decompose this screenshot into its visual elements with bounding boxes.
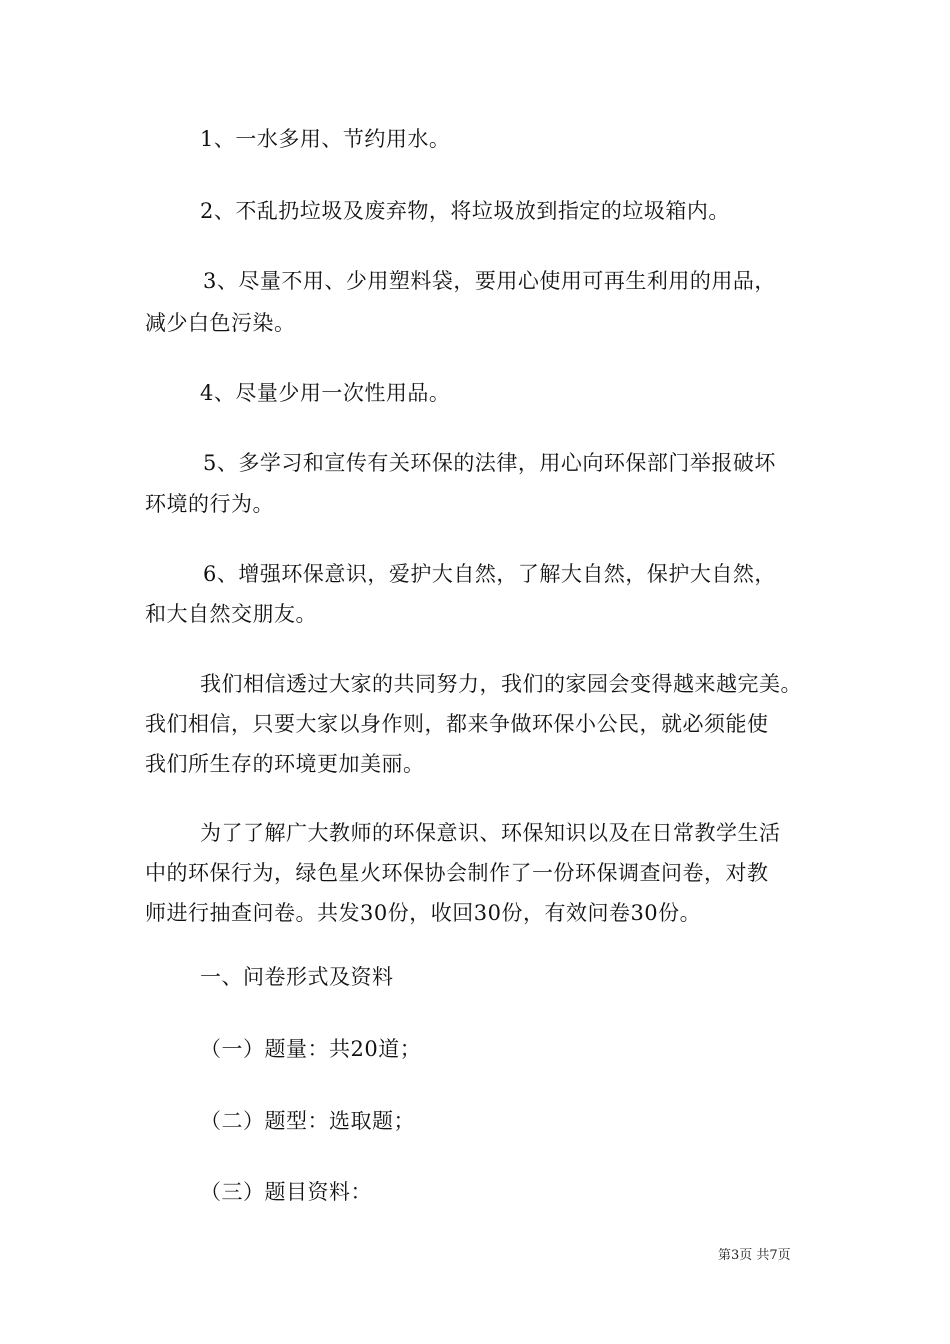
subsection-3: （三）题目资料：	[200, 1180, 372, 1204]
paragraph-2-line-3: 师进行抽查问卷。共发30份，收回30份，有效问卷30份。	[145, 901, 702, 925]
subsection-1: （一）题量：共20道；	[200, 1037, 422, 1061]
paragraph-1-line-3: 我们所生存的环境更加美丽。	[145, 752, 425, 776]
paragraph-1-line-1: 我们相信透过大家的共同努力，我们的家园会变得越来越完美。	[200, 672, 802, 696]
page-number: 第3页 共7页	[718, 1248, 791, 1263]
list-item-3-line-1: 3、尽量不用、少用塑料袋，要用心使用可再生利用的用品，	[203, 269, 776, 293]
list-item-1: 1、一水多用、节约用水。	[200, 127, 451, 151]
section-heading: 一、问卷形式及资料	[200, 965, 394, 989]
subsection-2: （二）题型：选取题；	[200, 1109, 415, 1133]
paragraph-1-line-2: 我们相信，只要大家以身作则，都来争做环保小公民，就必须能使	[145, 712, 769, 736]
list-item-5-line-2: 环境的行为。	[145, 492, 274, 516]
list-item-6-line-2: 和大自然交朋友。	[145, 602, 317, 626]
list-item-2: 2、不乱扔垃圾及废弃物，将垃圾放到指定的垃圾箱内。	[200, 199, 730, 223]
paragraph-2-line-1: 为了了解广大教师的环保意识、环保知识以及在日常教学生活	[200, 821, 781, 845]
list-item-5-line-1: 5、多学习和宣传有关环保的法律，用心向环保部门举报破坏	[203, 451, 776, 475]
list-item-3-line-2: 减少白色污染。	[145, 311, 296, 335]
list-item-6-line-1: 6、增强环保意识，爱护大自然，了解大自然，保护大自然，	[203, 562, 776, 586]
list-item-4: 4、尽量少用一次性用品。	[200, 381, 451, 405]
paragraph-2-line-2: 中的环保行为，绿色星火环保协会制作了一份环保调查问卷，对教	[145, 861, 769, 885]
